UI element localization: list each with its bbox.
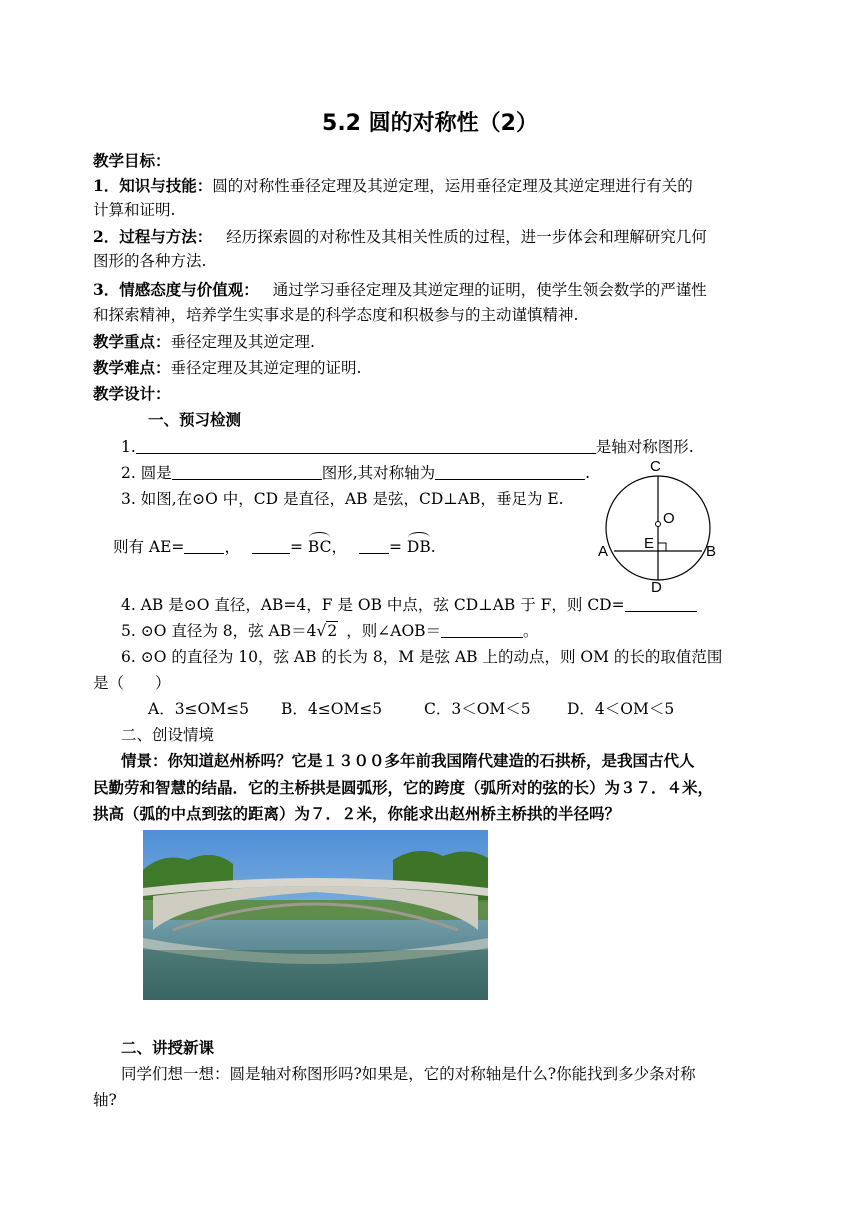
- difficulty-text: 垂径定理及其逆定理的证明.: [170, 359, 362, 377]
- key-point-label: 教学重点：: [93, 332, 171, 351]
- label-c: C: [650, 458, 661, 475]
- scene-line-2: 民勤劳和智慧的结晶．它的主桥拱是圆弧形，它的跨度（弧所对的弦的长）为３７．４米，: [93, 778, 714, 797]
- answer-blank: [359, 537, 389, 554]
- key-point: [93, 331, 315, 353]
- design-heading: 教学设计：: [93, 384, 171, 403]
- key-point-text: 垂径定理及其逆定理.: [170, 333, 315, 351]
- question-5-text-c: 。: [523, 622, 539, 640]
- arc-db: DB: [407, 530, 431, 558]
- label-o: O: [663, 510, 675, 527]
- objective-1-text: 圆的对称性垂径定理及其逆定理，运用垂径定理及其逆定理进行有关的: [212, 177, 693, 195]
- center-point: [656, 522, 661, 527]
- objective-3-line-1: [93, 279, 707, 301]
- question-3-text-d: ，: [331, 538, 347, 556]
- objectives-heading: 教学目标：: [93, 151, 171, 170]
- answer-blank: [252, 537, 290, 554]
- label-b: B: [706, 543, 717, 560]
- objective-1-line-1: [93, 175, 693, 197]
- answer-blank: [625, 595, 697, 612]
- answer-blank: [172, 463, 322, 480]
- circle-figure: [590, 455, 730, 595]
- question-1-number: 1.: [121, 438, 136, 456]
- objective-2-line-1: [93, 226, 707, 248]
- option-d: D．4＜OM＜5: [567, 700, 675, 718]
- lesson-line-2: 轴?: [93, 1091, 117, 1109]
- question-3-line-2: [113, 530, 436, 558]
- difficulty-label: 教学难点：: [93, 358, 171, 377]
- objective-2-label: 2．过程与方法：: [93, 227, 213, 246]
- objective-2-text: 经历探索圆的对称性及其相关性质的过程，进一步体会和理解研究几何: [226, 228, 707, 246]
- option-b: B．4≤OM≤5: [281, 700, 383, 718]
- question-3-text-c: =: [289, 538, 303, 556]
- zhaozhou-bridge-photo: [143, 830, 488, 1000]
- question-6-line-2: 是（ ）: [93, 674, 171, 692]
- question-3-text-f: .: [430, 538, 436, 556]
- section-2-heading: 二、创设情境: [121, 726, 215, 744]
- question-3-text-b: ，: [224, 538, 240, 556]
- question-5: 5. ⊙O 直径为 8，弦 AB＝4√2 ，则∠AOB＝ 。: [121, 622, 539, 640]
- answer-blank: [136, 437, 596, 454]
- option-a: A．3≤OM≤5: [148, 700, 249, 718]
- option-c: C．3＜OM＜5: [424, 700, 531, 718]
- label-a: A: [598, 543, 609, 560]
- right-angle-mark: [658, 543, 666, 551]
- question-4: [121, 594, 697, 616]
- objective-3-line-2: 和探索精神，培养学生实事求是的科学态度和积极参与的主动谨慎精神.: [93, 306, 579, 324]
- label-d: D: [651, 579, 662, 595]
- page-title: 5.2 圆的对称性（2）: [322, 111, 538, 136]
- lesson-line-1: 同学们想一想：圆是轴对称图形吗?如果是，它的对称轴是什么?你能找到多少条对称: [121, 1065, 696, 1083]
- arc-bc: BC: [308, 530, 332, 558]
- radical: 2: [327, 622, 338, 640]
- objective-3-text: 通过学习垂径定理及其逆定理的证明，使学生领会数学的严谨性: [272, 281, 707, 299]
- question-5-text-a: 5. ⊙O 直径为 8，弦 AB＝4: [121, 622, 317, 640]
- answer-blank: [184, 537, 224, 554]
- objective-2-line-2: 图形的各种方法.: [93, 252, 207, 270]
- question-1-text: 是轴对称图形.: [595, 438, 694, 456]
- question-3: 3. 如图,在⊙O 中，CD 是直径，AB 是弦，CD⊥AB，垂足为 E.: [121, 490, 564, 508]
- question-4-text: 4. AB 是⊙O 直径，AB=4，F 是 OB 中点，弦 CD⊥AB 于 F，则 CD=: [121, 596, 625, 614]
- question-5-text-b: ，则∠AOB＝: [346, 622, 442, 640]
- section-1-heading: 一、预习检测: [148, 410, 242, 429]
- scene-line-3: 拱高（弧的中点到弦的距离）为７．２米，你能求出赵州桥主桥拱的半径吗？: [93, 804, 621, 823]
- question-3-text-a: 则有 AE=: [113, 538, 185, 556]
- objective-1-line-2: 计算和证明.: [93, 201, 176, 219]
- question-2-text-b: 图形,其对称轴为: [321, 464, 436, 482]
- question-2-text-c: .: [585, 464, 591, 482]
- section-3-heading: 二、讲授新课: [121, 1038, 215, 1057]
- question-2-text-a: 2. 圆是: [121, 464, 172, 482]
- difficulty: [93, 357, 361, 379]
- label-e: E: [644, 535, 655, 552]
- objective-3-label: 3．情感态度与价值观：: [93, 280, 259, 299]
- objective-1-label: 1．知识与技能：: [93, 176, 213, 195]
- question-3-text-e: =: [388, 538, 402, 556]
- question-2: [121, 462, 590, 484]
- answer-blank: [435, 463, 585, 480]
- answer-blank: [441, 621, 523, 638]
- scene-line-1: 情景：你知道赵州桥吗？它是１３００多年前我国隋代建造的石拱桥，是我国古代人: [121, 751, 695, 770]
- question-6-line-1: 6. ⊙O 的直径为 10，弦 AB 的长为 8，M 是弦 AB 上的动点，则 OM 的长的取值范围: [121, 648, 723, 666]
